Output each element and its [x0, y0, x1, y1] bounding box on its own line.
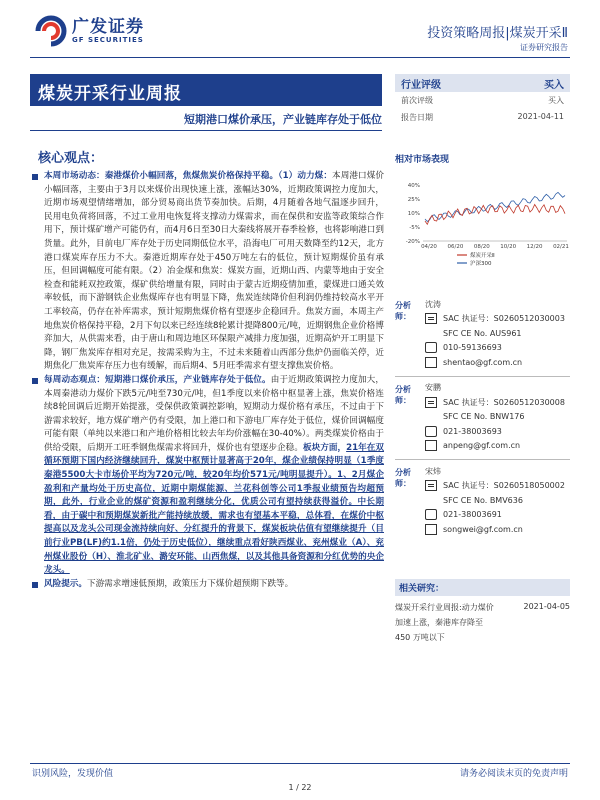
- rating-label: 行业评级: [401, 79, 441, 91]
- analyst-name-row: [425, 464, 570, 479]
- analyst-cert: SAC 执证号：S0260518050002: [443, 481, 565, 491]
- report-subtype: 证券研究报告: [520, 43, 568, 52]
- page-title: 煤炭开采行业周报: [30, 74, 382, 106]
- para-valuation-lead: 板块方面，: [302, 442, 347, 453]
- para-lead: 风险提示。: [44, 578, 87, 589]
- analyst-email-row[interactable]: [425, 355, 570, 370]
- analyst-sfc-row: [425, 493, 570, 508]
- analyst-email[interactable]: anpeng@gf.com.cn: [443, 441, 521, 451]
- analyst-list: [395, 297, 570, 537]
- analyst-sfc: SFC CE No. AUS961: [443, 328, 522, 338]
- analyst-cert-row: [425, 395, 570, 410]
- email-icon: [425, 440, 437, 451]
- report-type: 投资策略周报|煤炭开采Ⅱ: [427, 26, 568, 41]
- y-tick-label: -20%: [405, 239, 420, 245]
- bullet-icon: [32, 378, 38, 384]
- analyst-email-row[interactable]: [425, 439, 570, 454]
- page-subtitle: 短期港口煤价承压，产业链库存处于低位: [184, 113, 382, 126]
- id-card-icon: [425, 397, 437, 408]
- analyst-sfc: SFC CE No. BMV636: [443, 495, 523, 505]
- spacer-icon: [425, 495, 437, 506]
- related-research: [395, 579, 570, 643]
- analyst-email[interactable]: songwei@gf.com.cn: [443, 524, 523, 534]
- subtitle-divider: [30, 130, 382, 131]
- analyst-email-row[interactable]: [425, 522, 570, 537]
- y-tick-label: 40%: [407, 183, 420, 189]
- analyst-phone: 010-59136693: [443, 343, 502, 353]
- market-perf-heading: 相对市场表现: [395, 155, 450, 165]
- para-text: 由于近期政策调控力度加大，本周秦港动力煤价下跌5元/吨至730元/吨，但1季度以来价格中枢显著上涨，焦炭价格连续8轮回调后近期开始提涨，受保供政策调控影响，短期动力煤价格有承压，不过由于下游需求较好，地方煤矿增产仍有受限，加上港口和下游电厂库存处于低位，煤价回调幅度可能有限（单纯以来港口和产地价格相比较去年均价涨幅在30-40%）。两类煤炭价格由于供给受限，后期开工旺季钢焦煤需求将回升，煤价也有望逐步企稳。: [44, 374, 384, 453]
- analyst-email[interactable]: shentao@gf.com.cn: [443, 357, 523, 367]
- analyst-cert: SAC 执证号：S0260512030008: [443, 397, 565, 407]
- related-item-date: 2021-04-05: [523, 601, 570, 611]
- para-text: 下游需求增速低预期，政策压力下煤价超预期下跌等。: [86, 578, 294, 589]
- bullet-icon: [32, 174, 38, 180]
- phone-icon: [425, 426, 437, 437]
- analyst-separator: [395, 376, 570, 377]
- analyst-name-row: [425, 381, 570, 396]
- analyst-sfc: SFC CE No. BNW176: [443, 412, 525, 422]
- analyst-label: 分析师：: [395, 468, 411, 488]
- spacer-icon: [425, 411, 437, 422]
- para-lead: 煤炭方面，近期山西、内蒙等地由于安全检查和能耗双控政策，煤矿供给增量有限，同时由于蒙古近期疫情加重，蒙煤进口通关效率较低，而下游钢铁企业焦煤库存也有明显下降，焦炭连续降价但利润仍维持较高水平开工率较高，仍存在补库需求，预计短期焦煤价格有望逐步企稳回升。焦炭方面，本周主产地焦炭价格保持平稳，2月下旬以来已经连续8轮累计提降800元/吨，近期钢焦企业价格博弈加大，从供需来看，由于唐山和周边地区环保限产减排力度加强，近期高炉开工明显下降，钢厂焦炭库存相对充足，按需采购为主，不过未来随着山西部分焦炉仍面临关停，近期焦化厂焦炭库存压力也有缓解，而后期4、5月旺季需求有望支撑焦炭价格。: [44, 266, 384, 372]
- analyst-sfc-row: [425, 410, 570, 425]
- series-line: [425, 205, 565, 225]
- analyst-sfc-row: [425, 326, 570, 341]
- x-tick-label: 02/21: [553, 244, 569, 250]
- rating-value: 买入: [544, 79, 564, 91]
- para-valuation: 21年在双循环预期下国内经济继续回升，煤炭中枢预计显著高于20年，煤企业绩保持明显（1季度秦港5500大卡市场价平均为720元/吨，较20年均价571元/吨明显提升）。1、2月煤企盈利和产量均处于历史高位，近期中期煤能源、兰花科创等公司1季报业绩预告均超预期，此外，行业企业的煤矿资源和盈利继续分化，优质公司有望持续获得溢价。中长期看，由于碳中和预期煤炭新批产能持续放缓，需求也有望基本平稳，总体看，在煤价中枢提高以及龙头公司现金流持续向好、分红提升的背景下，煤炭板块估值有望继续提升（目前行业PB(LF)约1.1倍，仍处于历史低位），继续重点看好陕西煤业、兖州煤业（A）、兖州煤业股份（H）、淮北矿业、潞安环能、山西焦煤，以及其他具备资源和分红优势的央企龙头。: [44, 442, 384, 576]
- related-item-title: 煤炭开采行业周报:动力煤价: [395, 602, 494, 612]
- prev-rating-value: 买入: [548, 96, 564, 105]
- email-icon: [425, 357, 437, 368]
- company-logo: [34, 14, 144, 48]
- analyst-cert: SAC 执证号：S0260512030003: [443, 314, 565, 324]
- chart-svg: [395, 179, 570, 279]
- phone-icon: [425, 342, 437, 353]
- footer-disclaimer: 请务必阅读末页的免责声明: [459, 769, 568, 779]
- x-tick-label: 06/20: [447, 244, 464, 250]
- sidebar: [395, 74, 570, 643]
- related-title: 相关研究：: [395, 579, 570, 596]
- page-number: 1 / 22: [288, 783, 312, 792]
- report-date-label: 报告日期: [401, 113, 433, 122]
- y-tick-label: -5%: [409, 225, 420, 231]
- paragraph-risk: [32, 578, 384, 592]
- legend-label: 煤炭开采Ⅱ: [470, 253, 495, 259]
- x-tick-label: 10/20: [500, 244, 517, 250]
- report-date-value: 2021-04-11: [517, 112, 564, 121]
- analyst-name: 安鹏: [425, 383, 441, 393]
- bullet-icon: [32, 582, 38, 588]
- paragraph-weekly: [32, 374, 384, 578]
- id-card-icon: [425, 313, 437, 324]
- para-lead: 本周市场动态：秦港煤价小幅回落，焦煤焦炭价格保持平稳。（1）动力煤：: [44, 171, 333, 181]
- report-date-row: [395, 109, 570, 126]
- legend-label: 沪深300: [470, 261, 492, 267]
- analyst-block: [395, 297, 570, 370]
- x-tick-label: 12/20: [526, 244, 543, 250]
- spacer-icon: [425, 328, 437, 339]
- analyst-phone: 021-38003691: [443, 510, 502, 520]
- analyst-phone-row: [425, 508, 570, 523]
- analyst-phone: 021-38003693: [443, 426, 502, 436]
- header-divider: [30, 57, 570, 58]
- x-tick-label: 04/20: [421, 244, 437, 250]
- id-card-icon: [425, 480, 437, 491]
- email-icon: [425, 524, 437, 535]
- main-content: [32, 170, 384, 591]
- analyst-block: [395, 381, 570, 454]
- analyst-block: [395, 464, 570, 537]
- footer-slogan: 识别风险，发现价值: [32, 769, 114, 779]
- prev-rating-row: [395, 92, 570, 109]
- analyst-cert-row: [425, 479, 570, 494]
- relative-performance-chart: [395, 179, 570, 269]
- analyst-name-row: [425, 297, 570, 312]
- analyst-separator: [395, 459, 570, 460]
- analyst-label: 分析师：: [395, 301, 411, 321]
- prev-rating-label: 前次评级: [401, 96, 433, 105]
- related-item-line2: 加速上涨，秦港库存降至: [395, 617, 483, 627]
- rating-box: [395, 74, 570, 92]
- paragraph-market: [32, 170, 384, 374]
- para-text: 本周港口煤价小幅回落，主要由于3月以来煤价出现快速上涨，涨幅达30%，近期政策调控力度加大，近期市场观望情绪增加，部分贸易商出货节奏加快。后期，4月随着各地气温逐步回升，民用电负荷将回落，不过工业用电恢复将支撑动力煤需求，而在保供和安监等政策综合作用下，预计煤矿增产可能仍有，而4月6日至30日大秦线将展开春季检修，也将影响港口到货量。此外，目前电厂库存处于历史同期低位水平，沿海电厂可用天数降至约12天，北方港口煤炭库存压力不大。秦港近期库存处于450万吨左右的低位，预计短期煤价虽有承压，但回调幅度可能有限。（2）冶金煤和焦炭：: [44, 171, 384, 277]
- related-item[interactable]: [395, 596, 570, 613]
- analyst-name: 沈涛: [425, 299, 441, 309]
- core-views-heading: 核心观点：: [38, 151, 104, 166]
- analyst-phone-row: [425, 341, 570, 356]
- logo-en: GF SECURITIES: [72, 36, 144, 44]
- y-tick-label: 25%: [407, 197, 420, 203]
- logo-mark-icon: [34, 14, 68, 48]
- phone-icon: [425, 509, 437, 520]
- analyst-cert-row: [425, 312, 570, 327]
- para-lead: 每周动态观点：短期港口煤价承压，产业链库存处于低位。: [44, 374, 271, 385]
- analyst-phone-row: [425, 424, 570, 439]
- analyst-label: 分析师：: [395, 384, 411, 405]
- logo-cn: 广发证券: [72, 17, 144, 37]
- related-item-line3: 450 万吨以下: [395, 632, 445, 642]
- y-tick-label: 10%: [407, 211, 420, 217]
- footer-divider: [30, 763, 570, 764]
- x-tick-label: 08/20: [473, 244, 490, 250]
- analyst-name: 宋炜: [425, 466, 441, 476]
